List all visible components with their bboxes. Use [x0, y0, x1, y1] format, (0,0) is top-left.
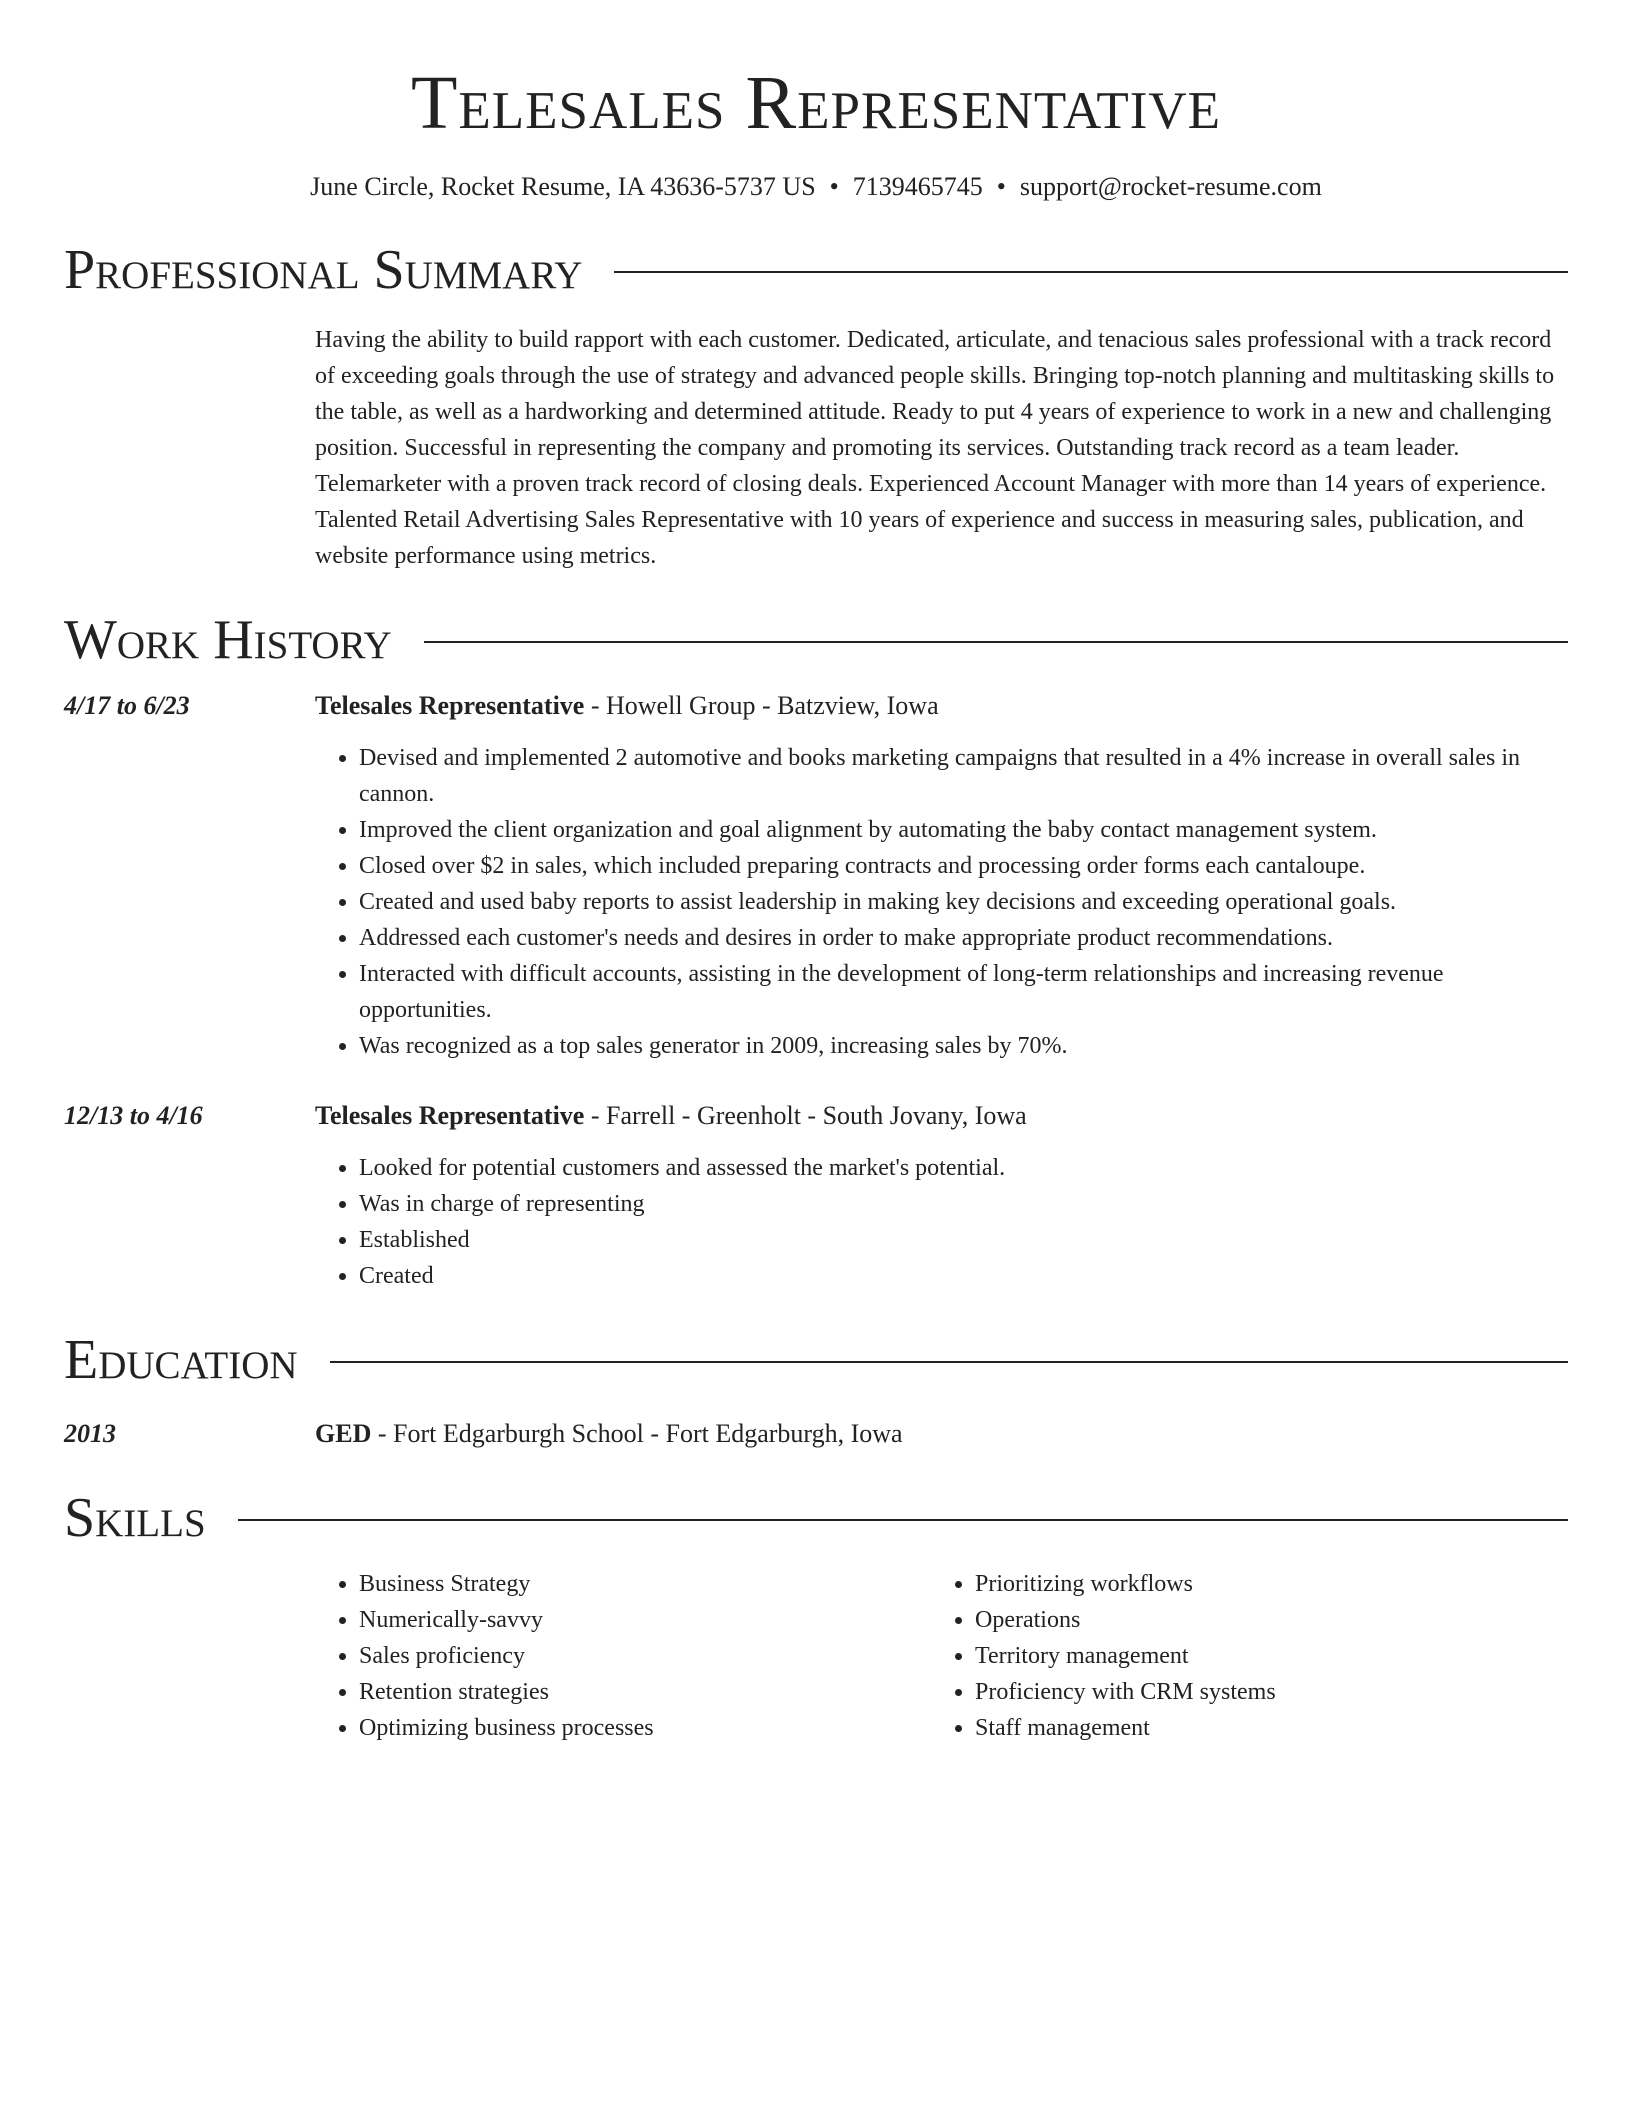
contact-separator: •	[996, 172, 1006, 201]
work-details	[315, 1098, 1568, 1294]
work-details	[315, 688, 1568, 1064]
list-item: • Created and used baby reports to assist leadership in making key decisions and exceeding operational goals.	[359, 884, 1568, 920]
list-item: • Created	[359, 1258, 1568, 1294]
job-heading	[315, 688, 1568, 724]
list-item: • Interacted with difficult accounts, assisting in the development of long-term relationships and increasing revenue opportunities.	[359, 956, 1568, 1028]
section-divider	[424, 641, 1568, 643]
section-title: Professional Summary	[64, 239, 583, 301]
summary-left-spacer	[64, 302, 315, 574]
list-item: • Looked for potential customers and assessed the market's potential.	[359, 1150, 1568, 1186]
education-entry	[64, 1416, 1568, 1452]
job-heading	[315, 1098, 1568, 1134]
list-item: • Was recognized as a top sales generator in 2009, increasing sales by 70%.	[359, 1028, 1568, 1064]
list-item: • Business Strategy	[359, 1566, 931, 1602]
work-entry	[64, 1098, 1568, 1294]
section-title: Education	[64, 1329, 298, 1391]
job-bullets	[315, 740, 1568, 1064]
section-header-work-history	[64, 608, 1568, 672]
work-dates: 4/17 to 6/23	[64, 691, 190, 720]
summary-text: Having the ability to build rapport with each customer. Dedicated, articulate, and tenacious sales professional with a track record of exceeding goals through the use of strategy and advanced people skills. Bringing top-notch planning and multitasking skills to the table, as well as a hardworking and determined attitude. Ready to put 4 years of experience to work in a new and challenging position. Successful in representing the company and promoting its services. Outstanding track record as a team leader. Telemarketer with a proven track record of closing deals. Experienced Account Manager with more than 14 years of experience. Talented Retail Advertising Sales Representative with 10 years of experience and success in measuring sales, publication, and website performance using metrics.	[315, 327, 1555, 569]
education-degree: GED	[315, 1419, 372, 1448]
summary-row	[64, 302, 1568, 574]
section-divider	[330, 1361, 1568, 1363]
list-item: • Devised and implemented 2 automotive and books marketing campaigns that resulted in a 4% increase in overall sales in cannon.	[359, 740, 1568, 812]
education-details	[315, 1416, 1568, 1452]
section-divider	[238, 1519, 1568, 1521]
list-item: • Was in charge of representing	[359, 1186, 1568, 1222]
education-school: - Fort Edgarburgh School - Fort Edgarburgh, Iowa	[371, 1419, 903, 1448]
contact-line	[64, 170, 1568, 204]
work-entry	[64, 688, 1568, 1064]
contact-phone: 7139465745	[852, 172, 983, 201]
skills-left-spacer	[64, 1550, 315, 1746]
skills-grid	[315, 1566, 1547, 1746]
job-bullets	[315, 1150, 1568, 1294]
list-item: • Operations	[975, 1602, 1547, 1638]
job-title: Telesales Representative	[315, 1101, 585, 1130]
work-dates: 12/13 to 4/16	[64, 1101, 203, 1130]
section-header-summary	[64, 238, 1568, 302]
contact-separator: •	[829, 172, 839, 201]
list-item: • Closed over $2 in sales, which included preparing contracts and processing order forms each cantaloupe.	[359, 848, 1568, 884]
list-item: • Proficiency with CRM systems	[975, 1674, 1547, 1710]
list-item: • Sales proficiency	[359, 1638, 931, 1674]
job-employer: - Farrell - Greenholt - South Jovany, Iowa	[584, 1101, 1027, 1130]
list-item: • Staff management	[975, 1710, 1547, 1746]
job-title: Telesales Representative	[315, 691, 585, 720]
skills-row	[64, 1550, 1568, 1746]
skills-list-right	[931, 1566, 1547, 1746]
list-item: • Established	[359, 1222, 1568, 1258]
section-divider	[614, 271, 1568, 273]
education-year: 2013	[64, 1419, 116, 1448]
skills-list-left	[315, 1566, 931, 1746]
candidate-name: Telesales Representative	[410, 61, 1222, 145]
contact-email: support@rocket-resume.com	[1019, 172, 1322, 201]
list-item: • Numerically-savvy	[359, 1602, 931, 1638]
section-title: Work History	[64, 609, 392, 671]
contact-address: June Circle, Rocket Resume, IA 43636-5737 US	[310, 172, 816, 201]
section-header-skills	[64, 1486, 1568, 1550]
list-item: • Territory management	[975, 1638, 1547, 1674]
list-item: • Optimizing business processes	[359, 1710, 931, 1746]
job-employer: - Howell Group - Batzview, Iowa	[584, 691, 939, 720]
list-item: • Retention strategies	[359, 1674, 931, 1710]
list-item: • Prioritizing workflows	[975, 1566, 1547, 1602]
list-item: • Improved the client organization and goal alignment by automating the baby contact management system.	[359, 812, 1568, 848]
section-header-education	[64, 1328, 1568, 1392]
section-title: Skills	[64, 1487, 206, 1549]
list-item: • Addressed each customer's needs and desires in order to make appropriate product recommendations.	[359, 920, 1568, 956]
